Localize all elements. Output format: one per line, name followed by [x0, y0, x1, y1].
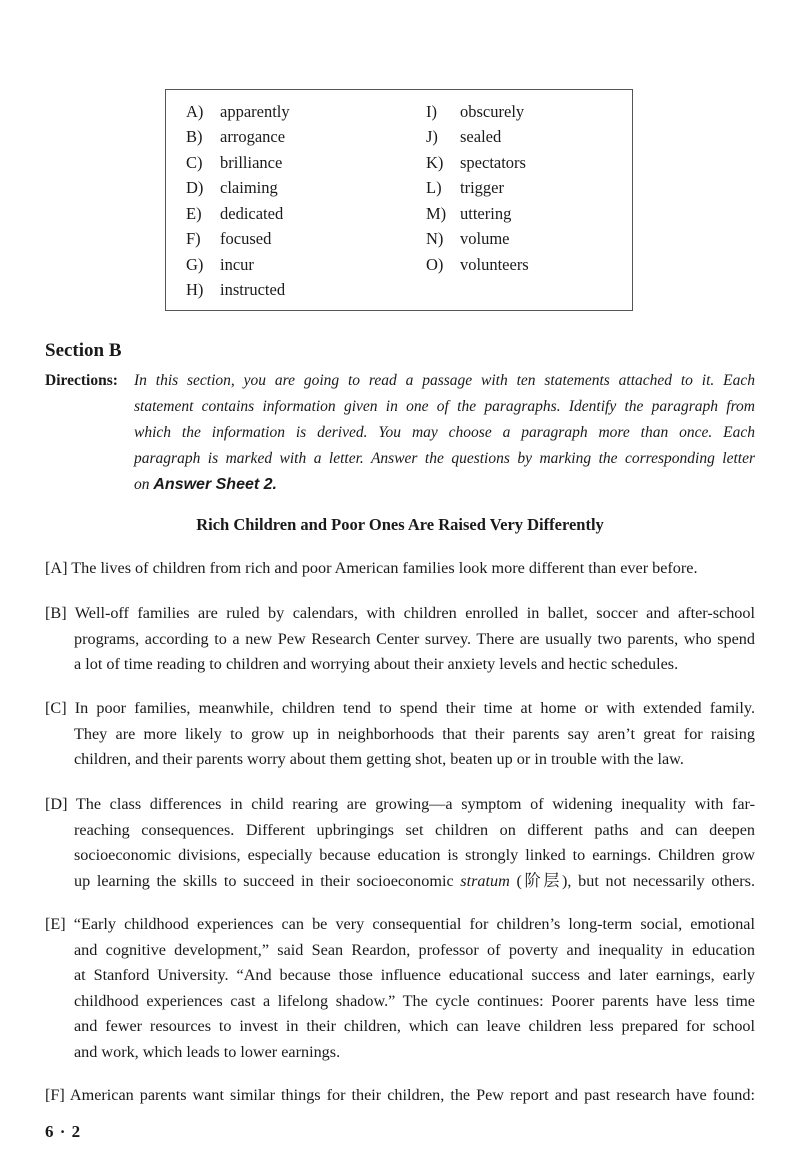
word-bank-item: E) dedicated	[186, 203, 284, 223]
word-bank-right-column	[426, 99, 529, 278]
paragraph-line: socioeconomic divisions, especially because education is strongly linked to earnings. Children grow	[74, 846, 755, 864]
directions-label: Directions:	[45, 372, 118, 389]
word-bank-item: A) apparently	[186, 101, 290, 121]
paragraph-line: up learning the skills to succeed in their socioeconomic stratum (阶层), but not necessarily others.	[74, 871, 756, 890]
paragraph-e	[45, 912, 755, 1065]
paragraph-c	[45, 696, 755, 773]
word-bank-item: C) brilliance	[186, 152, 283, 172]
paragraph-a	[45, 556, 755, 582]
paragraph-line: and work, which leads to lower earnings.	[74, 1042, 341, 1061]
word-bank-item: B) arrogance	[186, 127, 286, 147]
directions	[45, 368, 755, 498]
directions-line: statement contains information given in one of the paragraphs. Identify the paragraph from	[134, 398, 755, 415]
word-bank-item: O) volunteers	[426, 254, 529, 274]
paragraph-line: [E] “Early childhood experiences can be very consequential for children’s long-term social, emotional	[45, 915, 755, 933]
word-bank-item: K) spectators	[426, 152, 526, 172]
directions-line: paragraph is marked with a letter. Answer the questions by marking the corresponding letter	[134, 450, 755, 467]
stratum-term: stratum	[460, 871, 510, 890]
directions-line: which the information is derived. You may choose a paragraph more than once. Each	[134, 424, 755, 441]
passage-title: Rich Children and Poor Ones Are Raised Very Differently	[196, 515, 604, 534]
word-bank-item: I) obscurely	[426, 101, 525, 121]
paragraph-line: [A] The lives of children from rich and poor American families look more different than ever before.	[45, 559, 698, 577]
paragraph-line: childhood experiences cast a lifelong shadow.” The cycle continues: Poorer parents have less time	[74, 991, 755, 1010]
paragraph-line: reaching consequences. Different upbringings set children on different paths and can deepen	[74, 820, 755, 839]
word-bank-item: J) sealed	[426, 127, 502, 147]
word-bank-box	[165, 89, 633, 311]
paragraph-line: and fewer resources to invest in their children, which can leave children less prepared for school	[74, 1017, 755, 1035]
paragraph-line: children, and their parents worry about them getting shot, beaten up or in trouble with the law.	[74, 750, 684, 768]
paragraph-line: at Stanford University. “And because those influence educational success and later earnings, early	[74, 966, 755, 984]
directions-line: In this section, you are going to read a passage with ten statements attached to it. Each	[134, 372, 755, 389]
directions-text	[134, 368, 755, 498]
paragraph-line: [B] Well-off families are ruled by calendars, with children enrolled in ballet, soccer and after-school	[45, 604, 755, 622]
directions-line: on Answer Sheet 2.	[134, 476, 277, 493]
word-bank-left-column	[186, 99, 290, 303]
word-bank-item: M) uttering	[426, 203, 512, 223]
paragraph-line: programs, according to a new Pew Research Center survey. There are usually two parents, who spend	[74, 629, 755, 648]
paragraph-line: and cognitive development,” said Sean Reardon, professor of poverty and inequality in education	[74, 940, 755, 959]
word-bank-item: D) claiming	[186, 178, 278, 198]
word-bank-item: N) volume	[426, 229, 510, 249]
word-bank-item: F) focused	[186, 229, 272, 249]
paragraph-line: [C] In poor families, meanwhile, children tend to spend their time at home or with extended family.	[45, 699, 755, 717]
paragraph-line: [F] American parents want similar things for their children, the Pew report and past research have found:	[45, 1086, 755, 1104]
paragraph-line: a lot of time reading to children and worrying about their anxiety levels and hectic schedules.	[74, 655, 679, 673]
paragraph-line: [D] The class differences in child rearing are growing—a symptom of widening inequality with far-	[45, 795, 755, 813]
answer-sheet-ref: Answer Sheet 2.	[153, 476, 277, 493]
paragraph-b	[45, 601, 755, 678]
word-bank-item: H) instructed	[186, 280, 286, 300]
section-title: Section B	[45, 340, 122, 361]
paragraph-line: They are more likely to grow up in neighborhoods that their parents say aren’t great for raising	[74, 724, 755, 743]
page-number: 6 · 2	[45, 1122, 82, 1141]
word-bank-item: G) incur	[186, 254, 254, 274]
word-bank-item: L) trigger	[426, 178, 504, 198]
paragraph-d	[45, 792, 755, 894]
paragraph-f	[45, 1083, 755, 1109]
